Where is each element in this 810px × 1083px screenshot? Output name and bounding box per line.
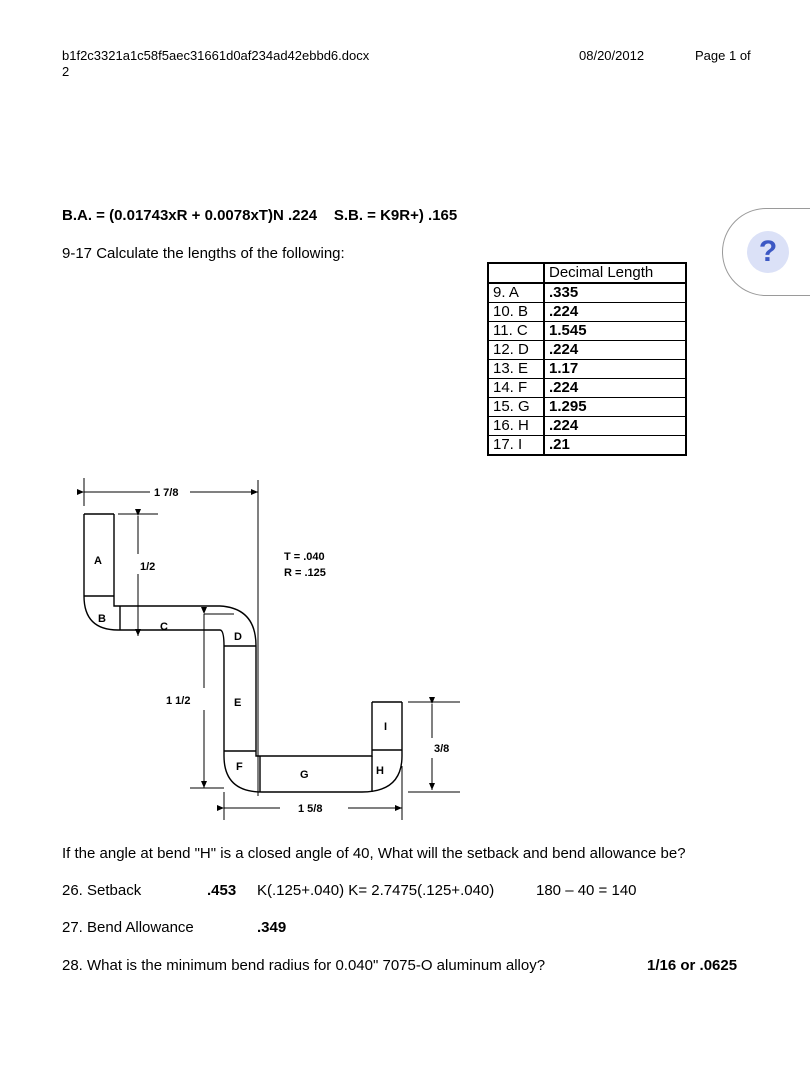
table-row [488, 398, 686, 417]
help-widget[interactable] [722, 208, 810, 296]
table-cell-label: 9. A [488, 283, 544, 303]
q26-work: K(.125+.040) K= 2.7475(.125+.040) [257, 882, 495, 899]
bent-part-outline [84, 514, 402, 792]
q28-label: 28. What is the minimum bend radius for 0.040" 7075-O aluminum alloy? [62, 957, 546, 974]
segment-label-h: H [376, 765, 384, 777]
table-cell-label: 15. G [488, 398, 544, 417]
segment-label-i: I [384, 721, 388, 733]
table-cell-value: .224 [544, 303, 686, 322]
q27-label: 27. Bend Allowance [62, 919, 194, 936]
table-cell-value: .335 [544, 283, 686, 303]
segment-label-b: B [98, 613, 106, 625]
table-row [488, 379, 686, 398]
table-cell-label: 14. F [488, 379, 544, 398]
q27-answer: .349 [257, 919, 287, 936]
table-cell-label: 17. I [488, 436, 544, 456]
header-filename: b1f2c3321a1c58f5aec31661d0af234ad42ebbd6.docx [62, 48, 370, 63]
segment-label-g: G [300, 769, 309, 781]
table-row [488, 417, 686, 436]
table-cell-value: 1.545 [544, 322, 686, 341]
q28-answer: 1/16 or .0625 [647, 957, 738, 974]
segment-label-c: C [160, 621, 168, 633]
thickness-label: T = .040 [284, 551, 325, 563]
dim-top-label: 1 7/8 [154, 487, 179, 499]
question-angle: If the angle at bend "H" is a closed angle of 40, What will the setback and bend allowance be? [62, 845, 686, 862]
table-header-cell: Decimal Length [544, 263, 686, 283]
table-row [488, 303, 686, 322]
table-cell-label: 11. C [488, 322, 544, 341]
table-cell-value: .224 [544, 417, 686, 436]
header-date: 08/20/2012 [579, 48, 645, 63]
header-page-label: Page 1 of [695, 48, 751, 63]
table-row [488, 322, 686, 341]
table-cell-value: .224 [544, 379, 686, 398]
problem-intro: 9-17 Calculate the lengths of the following: [62, 245, 345, 262]
radius-label: R = .125 [284, 567, 326, 579]
question-mark-icon[interactable]: ? [747, 231, 789, 273]
segment-label-a: A [94, 555, 102, 567]
table-row [488, 360, 686, 379]
q26-answer: .453 [207, 882, 237, 899]
table-cell-label: 16. H [488, 417, 544, 436]
table-row [488, 341, 686, 360]
dim-mid-label: 1 1/2 [166, 695, 191, 707]
dim-left-label: 1/2 [140, 561, 156, 573]
table-cell-label: 10. B [488, 303, 544, 322]
bend-diagram [62, 466, 467, 826]
table-cell-value: 1.17 [544, 360, 686, 379]
table-header-row [488, 263, 686, 283]
table-cell-label: 12. D [488, 341, 544, 360]
lengths-table [487, 262, 687, 456]
table-cell-value: 1.295 [544, 398, 686, 417]
q26-angle-calc: 180 – 40 = 140 [536, 882, 637, 899]
table-cell-value: .224 [544, 341, 686, 360]
dim-right-label: 3/8 [434, 743, 450, 755]
segment-label-e: E [234, 697, 242, 709]
header-page-total: 2 [62, 64, 70, 79]
dimension-lines [84, 478, 460, 820]
table-row [488, 436, 686, 456]
formula-line: B.A. = (0.01743xR + 0.0078xT)N .224 S.B. = K9R+) .165 [62, 207, 458, 224]
dim-bottom-label: 1 5/8 [298, 803, 323, 815]
segment-label-d: D [234, 631, 242, 643]
q26-label: 26. Setback [62, 882, 142, 899]
table-cell-label: 13. E [488, 360, 544, 379]
table-row [488, 283, 686, 303]
table-header-cell [488, 263, 544, 283]
segment-label-f: F [236, 761, 243, 773]
table-cell-value: .21 [544, 436, 686, 456]
